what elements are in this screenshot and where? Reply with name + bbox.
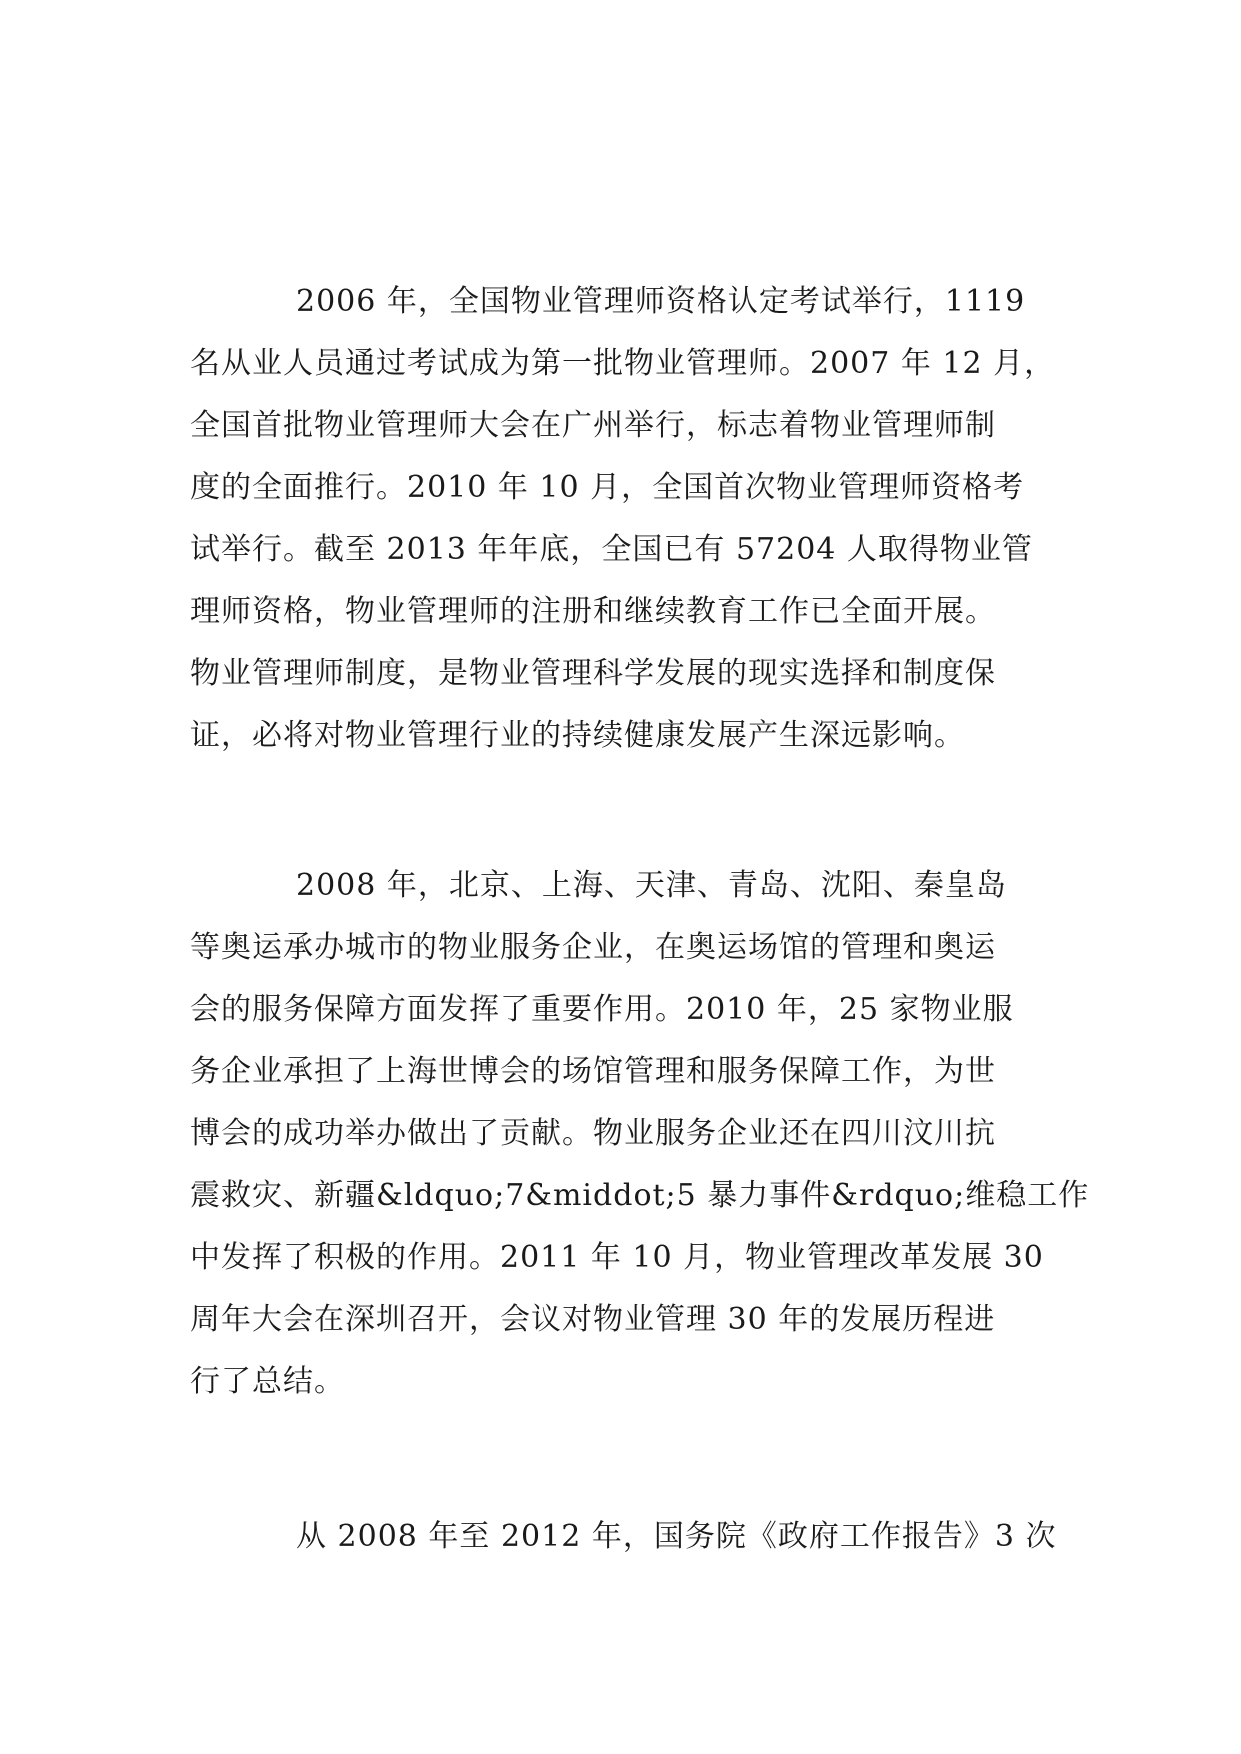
text-line: 试举行。截至 2013 年年底，全国已有 57204 人取得物业管: [190, 532, 1033, 567]
text-line: 度的全面推行。2010 年 10 月，全国首次物业管理师资格考: [190, 470, 1025, 505]
paragraph-2008-olympics: [190, 855, 1090, 1413]
paragraph-government-report: [190, 1506, 1057, 1568]
text-line: 从 2008 年至 2012 年，国务院《政府工作报告》3 次: [296, 1519, 1057, 1554]
text-line: 物业管理师制度，是物业管理科学发展的现实选择和制度保: [190, 656, 996, 691]
text-line: 震救灾、新疆&ldquo;7&middot;5 暴力事件&rdquo;维稳工作: [190, 1178, 1090, 1213]
text-line: 2008 年，北京、上海、天津、青岛、沈阳、秦皇岛: [296, 868, 1007, 903]
text-line: 全国首批物业管理师大会在广州举行，标志着物业管理师制: [190, 408, 996, 443]
text-line: 理师资格，物业管理师的注册和继续教育工作已全面开展。: [190, 594, 996, 629]
paragraph-2006-qualification: [190, 271, 1056, 767]
text-line: 博会的成功举办做出了贡献。物业服务企业还在四川汶川抗: [190, 1116, 996, 1151]
text-line: 行了总结。: [190, 1364, 345, 1399]
text-line: 等奥运承办城市的物业服务企业，在奥运场馆的管理和奥运: [190, 930, 996, 965]
text-line: 中发挥了积极的作用。2011 年 10 月，物业管理改革发展 30: [190, 1240, 1044, 1275]
text-line: 名从业人员通过考试成为第一批物业管理师。2007 年 12 月，: [190, 346, 1056, 381]
text-line: 周年大会在深圳召开，会议对物业管理 30 年的发展历程进: [190, 1302, 996, 1337]
text-line: 2006 年，全国物业管理师资格认定考试举行，1119: [296, 284, 1026, 319]
text-line: 证，必将对物业管理行业的持续健康发展产生深远影响。: [190, 718, 965, 753]
text-line: 会的服务保障方面发挥了重要作用。2010 年，25 家物业服: [190, 992, 1014, 1027]
text-line: 务企业承担了上海世博会的场馆管理和服务保障工作，为世: [190, 1054, 996, 1089]
